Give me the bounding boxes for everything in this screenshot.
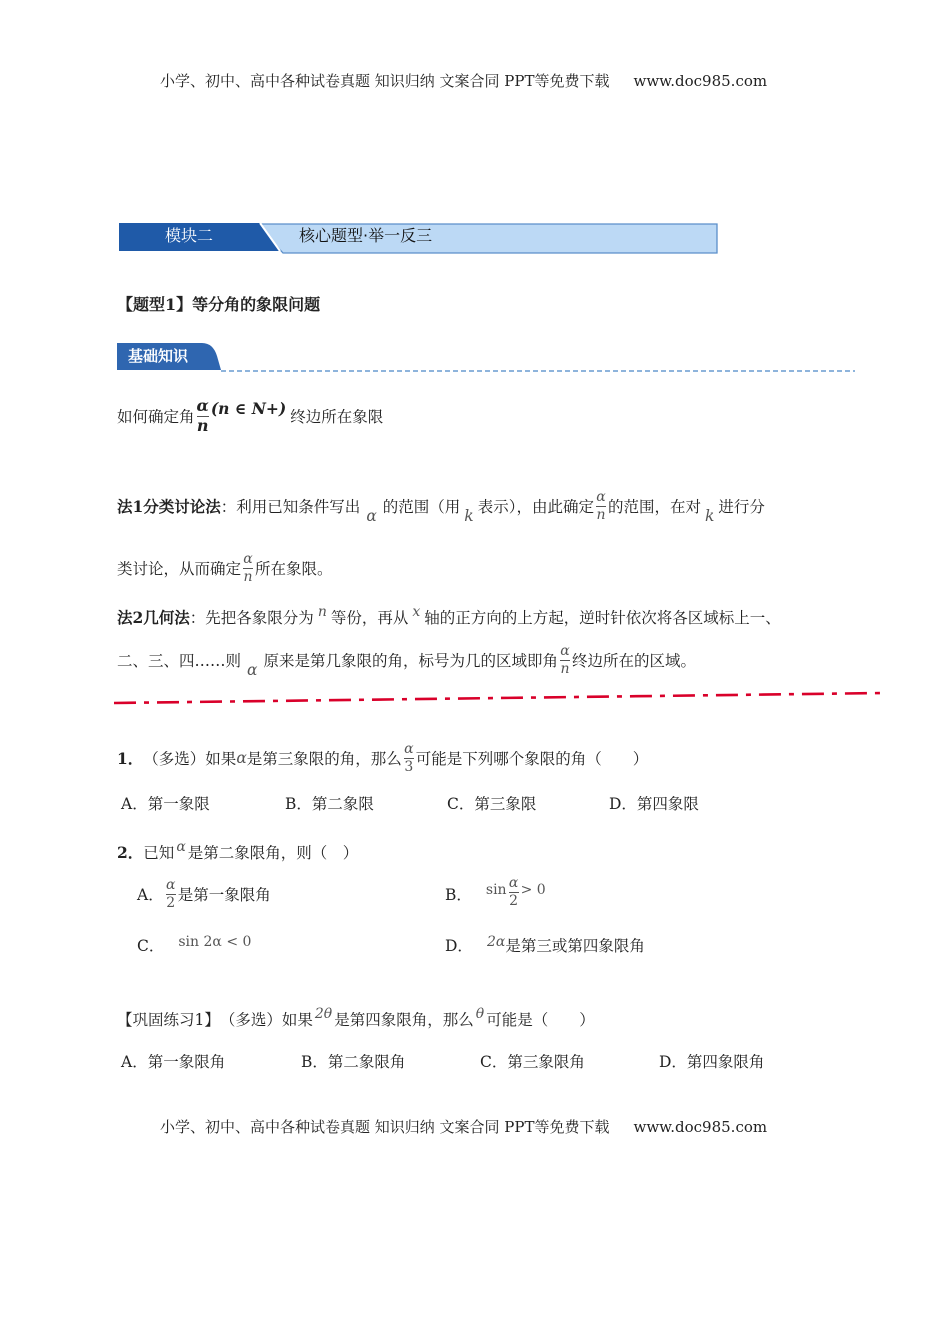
method1-p3: 表示），由此确定 (477, 498, 594, 516)
module-banner-title: 核心题型·举一反三 (299, 226, 433, 245)
method1-alpha: α (366, 507, 377, 525)
method1-line2a: 类讨论，从而确定 (117, 560, 242, 578)
practice-label: 【巩固练习1】 (117, 1011, 220, 1029)
q2-option-a-frac-den: 2 (166, 894, 176, 911)
method1-label: 法1分类讨论法 (117, 497, 221, 516)
practice-option-b[interactable]: B．第二象限角 (301, 1053, 406, 1071)
q2-stem-b: 是第二象限角，则（ ） (187, 844, 359, 862)
q2-number: 2． (117, 843, 144, 862)
q1-option-d[interactable]: D．第四象限 (609, 795, 699, 813)
method2-p1: ：先把各象限分为 (189, 609, 314, 627)
method1-fraction-2 (243, 552, 253, 584)
knowledge-tag-shape (117, 340, 857, 374)
page-header-url: www.doc985.com (633, 72, 768, 90)
q1-number: 1． (117, 749, 144, 768)
practice-option-c[interactable]: C．第三象限角 (480, 1053, 585, 1071)
knowledge-tag: 基础知识 (128, 347, 189, 365)
method2-line2b: 原来是第几象限的角，标号为几的区域即角 (263, 652, 558, 670)
q2-option-b-frac-num: α (508, 874, 519, 891)
method2-fraction (560, 644, 570, 676)
intro-line (117, 398, 383, 435)
method2-p2: 等份，再从 (330, 609, 409, 627)
method2-alpha: α (247, 661, 258, 679)
module-banner-tag: 模块二 (165, 226, 214, 245)
page-header-text: 小学、初中、高中各种试卷真题 知识归纳 文案合同 PPT等免费下载 (160, 72, 610, 90)
q2-option-a-fraction (166, 878, 176, 910)
q2-option-a-label: A． (137, 886, 164, 904)
section-title: 【题型1】等分角的象限问题 (117, 295, 321, 314)
method1-frac-num: α (596, 488, 606, 505)
practice-theta: θ (475, 1006, 485, 1022)
method2-x: x (412, 604, 421, 620)
q2-option-d-math: 2α (486, 934, 506, 950)
q1-frac-den: 3 (404, 758, 414, 775)
method1-frac2-num: α (243, 550, 253, 567)
q2-stem (117, 838, 358, 866)
method1-line2b: 所在象限。 (255, 560, 333, 578)
intro-fraction (197, 398, 209, 435)
q1-fraction (404, 742, 414, 774)
q1-option-c[interactable]: C．第三象限 (447, 795, 537, 813)
page-footer-text: 小学、初中、高中各种试卷真题 知识归纳 文案合同 PPT等免费下载 (160, 1118, 610, 1136)
method1-p5: 进行分 (718, 498, 765, 516)
method2-frac-num: α (560, 642, 570, 659)
method1-p2: 的范围（用 (382, 498, 461, 516)
q2-option-a-frac-num: α (165, 876, 176, 893)
practice-stem-c: 可能是（ ） (486, 1011, 595, 1029)
method2-line2 (117, 638, 696, 682)
method2-p3: 轴的正方向的上方起，逆时针依次将各区域标上一、 (424, 609, 781, 627)
practice-stem-b: 是第四象限角，那么 (334, 1011, 474, 1029)
practice-stem-a: （多选）如果 (219, 1011, 313, 1029)
practice-2theta: 2θ (314, 1006, 333, 1022)
page-footer (160, 1116, 767, 1137)
q2-alpha: α (176, 839, 186, 855)
q1-stem-a: （多选）如果 (143, 750, 237, 768)
knowledge-header (117, 340, 857, 374)
q2-option-c-math: sin 2α < 0 (178, 934, 252, 950)
intro-frac-num: α (196, 396, 209, 415)
method2-line2c: 终边所在的区域。 (572, 652, 697, 670)
method1-p4: 的范围，在对 (607, 498, 701, 516)
method2-line2a: 二、三、四……则 (117, 652, 242, 670)
q1-option-a[interactable]: A．第一象限 (121, 795, 210, 813)
page-footer-url: www.doc985.com (633, 1118, 768, 1136)
q1-frac-num: α (404, 740, 414, 757)
q2-option-d-label: D． (445, 937, 473, 955)
red-divider (110, 688, 890, 710)
page-header (160, 70, 767, 91)
method2-frac-den: n (560, 660, 570, 677)
method1-line1 (117, 484, 765, 528)
intro-condition: (n ∈ N+) (210, 398, 287, 418)
q1-option-b[interactable]: B．第二象限 (285, 795, 374, 813)
method1-k2: k (704, 507, 715, 525)
q1-stem (117, 738, 648, 778)
q2-option-b-label: B． (445, 886, 472, 904)
practice-option-a[interactable]: A．第一象限角 (121, 1053, 226, 1071)
q2-option-a[interactable] (137, 872, 271, 916)
method2-label: 法2几何法 (117, 608, 190, 627)
method1-k: k (464, 507, 474, 525)
q1-alpha: α (236, 749, 247, 767)
q1-stem-c: 可能是下列哪个象限的角（ ） (415, 750, 649, 768)
intro-frac-den: n (196, 415, 209, 435)
intro-suffix: 终边所在象限 (290, 408, 384, 427)
intro-prefix: 如何确定角 (117, 408, 195, 427)
q2-option-d-text: 是第三或第四象限角 (505, 937, 645, 955)
q2-stem-a: 已知 (143, 844, 175, 862)
q2-option-b-frac-den: 2 (509, 892, 519, 909)
method1-fraction (596, 490, 606, 522)
q2-option-d[interactable] (445, 932, 645, 958)
method1-frac-den: n (596, 506, 606, 523)
method1-line2 (117, 546, 333, 590)
method1-p1: ：利用已知条件写出 (220, 498, 361, 516)
method1-frac2-den: n (243, 568, 253, 585)
method2-line1 (117, 604, 781, 630)
q2-option-c-label: C． (137, 937, 165, 955)
q2-option-b-sin: sin (485, 882, 507, 898)
method2-n: n (317, 604, 327, 620)
q2-option-b-gt: > 0 (520, 882, 546, 898)
q1-stem-b: 是第三象限的角，那么 (246, 750, 402, 768)
practice-stem (117, 1006, 595, 1032)
module-banner (117, 222, 722, 256)
practice-option-d[interactable]: D．第四象限角 (659, 1053, 765, 1071)
q2-option-a-text: 是第一象限角 (177, 886, 271, 904)
q2-option-c[interactable] (137, 932, 251, 958)
q2-option-b-fraction (509, 876, 519, 908)
q2-option-b[interactable] (445, 872, 546, 916)
